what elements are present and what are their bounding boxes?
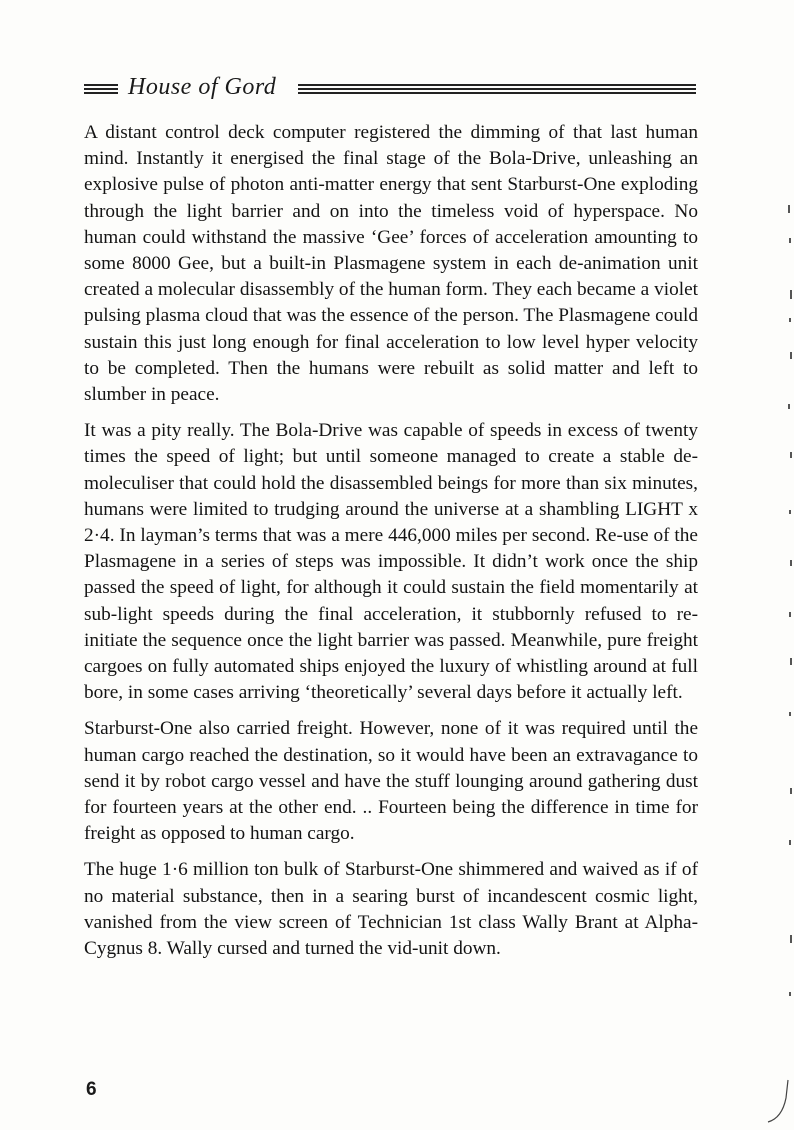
scan-edge-marks	[764, 0, 794, 1130]
header-rule-right	[298, 84, 696, 96]
paragraph-1: A distant control deck computer registered the dimming of that last human mind. Instantly it energised the final stage of the Bola-Drive, unleashing an explosive pulse of photon anti-matter energy that sent Starburst-One exploding through the light barrier and on into the timeless void of hyperspace. No human could withstand the massive ‘Gee’ forces of acceleration amounting to some 8000 Gee, but a built-in Plasmagene system in each de-animation unit created a molecular disassembly of the human form. They each became a violet pulsing plasma cloud that was the essence of the person. The Plasmagene could sustain this just long enough for final acceleration to low level hyper velocity to be completed. Then the humans were rebuilt as solid matter and left to slumber in peace.	[84, 122, 698, 406]
paragraph-3: Starburst-One also carried freight. However, none of it was required until the human cargo reached the destination, so it would have been an extravagance to send it by robot cargo vessel and have the stuff lounging around gathering dust for fourteen years at the other end. .. Fourteen being the difference in time for freight as opposed to human cargo.	[84, 718, 698, 845]
header-rule-left	[84, 84, 118, 96]
paragraph-2: It was a pity really. The Bola-Drive was capable of speeds in excess of twenty times the speed of light; but until someone managed to create a stable de-moleculiser that could hold the disassembled beings for more than six minutes, humans were limited to trudging around the universe at a shambling LIGHT x 2·4. In layman’s terms that was a mere 446,000 miles per second. Re-use of the Plasmagene in a series of steps was impossible. It didn’t work once the ship passed the speed of light, for although it could sustain the field momentarily at sub-light speeds during the final acceleration, it stubbornly refused to re-initiate the sequence once the light barrier was passed. Meanwhile, pure freight cargoes on fully automated ships enjoyed the luxury of whistling around at full bore, in some cases arriving ‘theoretically’ several days before it actually left.	[84, 420, 698, 704]
paragraph-4: The huge 1·6 million ton bulk of Starburst-One shimmered and waived as if of no material substance, then in a searing burst of incandescent cosmic light, vanished from the view screen of Technician 1st class Wally Brant at Alpha-Cygnus 8. Wally cursed and turned the vid-unit down.	[84, 859, 698, 960]
running-header	[84, 72, 696, 108]
page-number: 6	[86, 1079, 97, 1100]
body-text	[84, 120, 698, 972]
running-title: House of Gord	[128, 74, 277, 100]
